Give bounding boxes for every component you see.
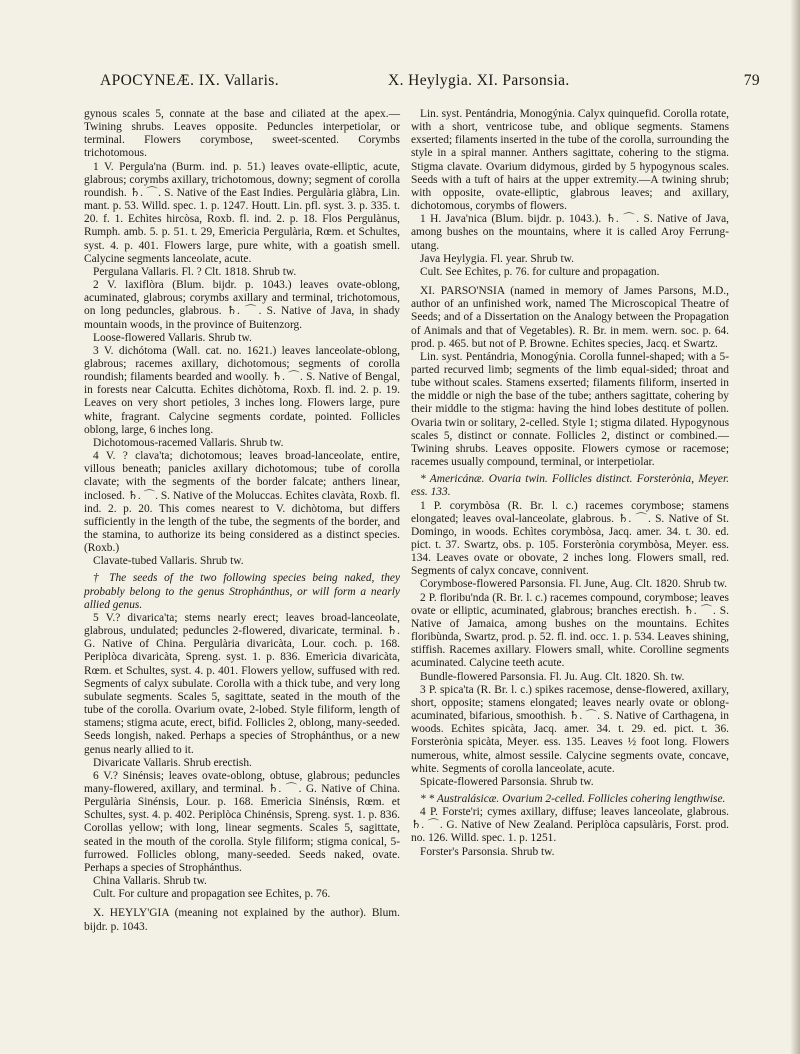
common-name: Dichotomous-racemed Vallaris. Shrub tw. [93,436,284,449]
species-entry: 6 V.? Sinénsis; leaves ovate-oblong, obtuse, glabrous; peduncles many-flowered, axillary, and terminal. ♄. ⌒. G. Native of China. Pergulària Sinénsis, Lour. p. 168. Emerìcia Sinénsis, Rœm. et Schultes, syst. 4. p. 402. Periplòca Chinénsis, Spreng. syst. 1. p. 836. Corollas yellow; with long, linear segments. Scales 5, sagittate, seated in the mouth of the corolla. Style filiform; stigma conical, 5-furrowed. Follicles oblong, many-seeded. Seeds naked, ovate. Perhaps a species of Strophánthus. [84,769,400,874]
common-name: China Vallaris. Shrub tw. [93,875,207,888]
common-name: Loose-flowered Vallaris. Shrub tw. [93,331,252,344]
common-name: Pergulana Vallaris. Fl. ? Clt. 1818. Shrub tw. [93,265,297,278]
genus-heading: X. HEYLY'GIA (meaning not explained by the author). Blum. bijdr. p. 1043. [84,907,400,933]
species-entry: 3 P. spica'ta (R. Br. l. c.) spikes racemose, dense-flowered, axillary, short, opposite; stamens elongated; leaves nearly ovate or oblong-acuminated, bifarious, smoothish. ♄. ⌒. S. Native of Carthagena, in woods. Echìtes spicàta, Jacq. amer. 34. t. 29. ed. pict. t. 36. Forsterònia spicàta, Meyer. ess. 135. Leaves ½ foot long. Flowers numerous, white, almost sessile. Calycine segments ovate, concave, white. Segments of corolla lanceolate, acute. [411,683,729,775]
footnote-note: † The seeds of the two following species being naked, they probably belong to the genus Strophánthus, or will form a nearly allied genus. [84,572,400,611]
section-heading: * * Australásicæ. Ovarium 2-celled. Follicles cohering lengthwise. [420,792,726,805]
species-entry: 2 V. laxiflòra (Blum. bijdr. p. 1043.) leaves ovate-oblong, acuminated, glabrous; corymbs axillary and terminal, trichotomous, on long peduncles, glabrous. ♄. ⌒. S. Native of Java, in shady mountain woods, in the province of Buitenzorg. [84,279,400,331]
species-entry: 4 P. Forste'ri; cymes axillary, diffuse; leaves lanceolate, glabrous. ♄. ⌒. G. Native of New Zealand. Periplòca capsulàris, Forst. prod. no. 126. Willd. spec. 1. p. 1251. [411,806,729,845]
right-column [411,108,729,859]
header-left: APOCYNEÆ. IX. Vallaris. [100,72,279,89]
species-entry: 1 P. corymbòsa (R. Br. l. c.) racemes corymbose; stamens elongated; leaves oval-lanceolate, glabrous. ♄. ⌒. S. Native of St. Domingo, in woods. Echìtes corymbòsa, Jacq. amer. 34. t. 30. ed. pict. t. 37. Swartz, obs. p. 105. Forsterònia corymbòsa, Meyer. ess. 134. Leaves ovate or obovate, 2 inches long. Flowers small, red. Segments of calyx concave, connivent. [411,499,729,578]
common-name: Clavate-tubed Vallaris. Shrub tw. [93,555,244,568]
page-number: 79 [743,72,760,89]
common-name: Java Heylygia. Fl. year. Shrub tw. [420,252,574,265]
species-entry: 2 P. floribu'nda (R. Br. l. c.) racemes compound, corymbose; leaves ovate or elliptic, acuminated, glabrous; branches erectish. ♄. ⌒. S. Native of Jamaica, among bushes on the mountains. Echìtes floribùnda, Swartz, prod. p. 52. fl. ind. occ. 1. p. 534. Leaves shining, stiffish. Racemes axillary. Flowers small, white. Corolline segments acuminated. Calycine teeth acute. [411,591,729,670]
species-entry: 4 V. ? clava'ta; dichotomous; leaves broad-lanceolate, entire, villous beneath; panicles axillary dichotomous; tube of corolla clavate; with the segments of the border falcate; anthers linear, inclosed. ♄. ⌒. S. Native of the Moluccas. Echìtes clavàta, Roxb. fl. ind. 2. p. 20. This comes nearest to V. dichòtoma, but differs sufficiently in the length of the tube, the segments of the border, and the stamina, to authorize its being considered as a distinct species. (Roxb.) [84,450,400,555]
common-name: Spicate-flowered Parsonsia. Shrub tw. [420,775,594,788]
common-name: Forster's Parsonsia. Shrub tw. [420,845,555,858]
genus-description: Lin. syst. Pentándria, Monogýnia. Corolla funnel-shaped; with a 5-parted recurved limb; segments of the limb equal-sided; throat and tube without scales. Stamens exserted; filaments filiform, inserted in the middle or nigh the base of the tube; anthers sagittate, cohering by their middle to the stigma: having the hind lobes destitute of pollen. Ovaria twin or solitary, 2-celled. Style 1; stigma dilated. Hypogynous scales 5, distinct or connate. Follicles 2, distinct or combined.—Twining shrubs. Leaves opposite. Flowers cymose or racemose; racemes usually compound, terminal, or interpetiolar. [411,350,729,469]
culture-note: Cult. For culture and propagation see Echìtes, p. 76. [93,888,331,901]
running-header [100,72,760,98]
species-entry: 5 V.? divarica'ta; stems nearly erect; leaves broad-lanceolate, glabrous, undulated; peduncles 2-flowered, divaricate, terminal. ♄. G. Native of China. Pergulària divaricàta, Lour. coch. p. 168. Periplòca divaricàta, Spreng. syst. 1. p. 836. Emerìcia divaricàta, Rœm. et Schultes, syst. 4. p. 401. Flowers yellow, suffused with red. Segments of calyx subulate. Corolla with a thick tube, and very long subulate segments. Scales 5, sagittate, seated in the mouth of the tube of the corolla. Ovarium ovate, 2-lobed. Style filiform, length of stamens; stigma acute, erect, bifid. Follicles 2, oblong, many-seeded. Seeds longish, naked. Perhaps a species of Strophánthus, or a new genus nearly allied to it. [84,611,400,756]
page-edge-shadow [790,0,800,1054]
species-entry: 1 V. Pergula'na (Burm. ind. p. 51.) leaves ovate-elliptic, acute, glabrous; corymbs axillary, trichotomous, downy; segment of corolla roundish. ♄. ⌒. S. Native of the East Indies. Pergulària glàbra, Lin. mant. p. 53. Willd. spec. 1. p. 1247. Houtt. Lin. pfl. syst. 3. p. 335. t. 20. f. 1. Echìtes hircòsa, Roxb. fl. ind. 2. p. 18. Flos Pergulànus, Rumph. amb. 5. p. 51. t. 29, Emerìcia Pergulària, Rœm. et Schultes, syst. 4. p. 401. Flowers large, pure white, with a goatish smell. Calycine segments lanceolate, acute. [84,160,400,265]
genus-heading: XI. PARSO'NSIA (named in memory of James Parsons, M.D., author of an unfinished work, named The Microscopical Theatre of Seeds; and of a Dissertation on the Analogy between the Propagation of Animals and that of Vegetables). R. Br. in mem. wern. soc. p. 64. prod. p. 465. but not of P. Browne. Echìtes species, Jacq. et Swartz. [411,285,729,350]
species-entry: 3 V. dichótoma (Wall. cat. no. 1621.) leaves lanceolate-oblong, glabrous; racemes axillary, dichotomous; segments of corolla roundish; filaments bearded and woolly. ♄. ⌒. S. Native of Bengal, in forests near Calcutta. Echìtes dichòtoma, Roxb. fl. ind. 2. p. 19. Leaves on very short petioles, 3 inches long. Flowers large, pure white, fragrant. Calycine segments cordate, pointed. Follicles oblong, large, 6 inches long. [84,344,400,436]
genus-description: Lin. syst. Pentándria, Monogýnia. Calyx quinquefid. Corolla rotate, with a short, ventricose tube, and oblique segments. Stamens exserted; filaments inserted in the tube of the corolla, surrounding the style in a spiral manner. Anthers sagittate, cohering to the stigma. Stigma clavate. Ovarium didymous, girded by 5 hypogynous scales. Seeds with a tuft of hairs at the upper extremity.—A twining shrub; with opposite, ovate-elliptic, glabrous leaves; and axillary, dichotomous, corymbs of flowers. [411,108,729,213]
common-name: Corymbose-flowered Parsonsia. Fl. June, Aug. Clt. 1820. Shrub tw. [420,578,728,591]
culture-note: Cult. See Echìtes, p. 76. for culture and propagation. [420,265,660,278]
paragraph: gynous scales 5, connate at the base and ciliated at the apex.— Twining shrubs. Leaves opposite. Peduncles interpetiolar, or terminal. Flowers corymbose, sweet-scented. Corymbs trichotomous. [84,108,400,160]
section-heading: * Americánæ. Ovaria twin. Follicles distinct. Forsterònia, Meyer. ess. 133. [411,473,729,499]
common-name: Divaricate Vallaris. Shrub erectish. [93,756,252,769]
header-right: X. Heylygia. XI. Parsonsia. [388,72,570,89]
common-name: Bundle-flowered Parsonsia. Fl. Ju. Aug. Clt. 1820. Sh. tw. [420,670,685,683]
species-entry: 1 H. Java'nica (Blum. bijdr. p. 1043.). ♄. ⌒. S. Native of Java, among bushes on the mountains, where it is called Aroy Ferrung-utang. [411,213,729,252]
left-column [84,108,400,934]
